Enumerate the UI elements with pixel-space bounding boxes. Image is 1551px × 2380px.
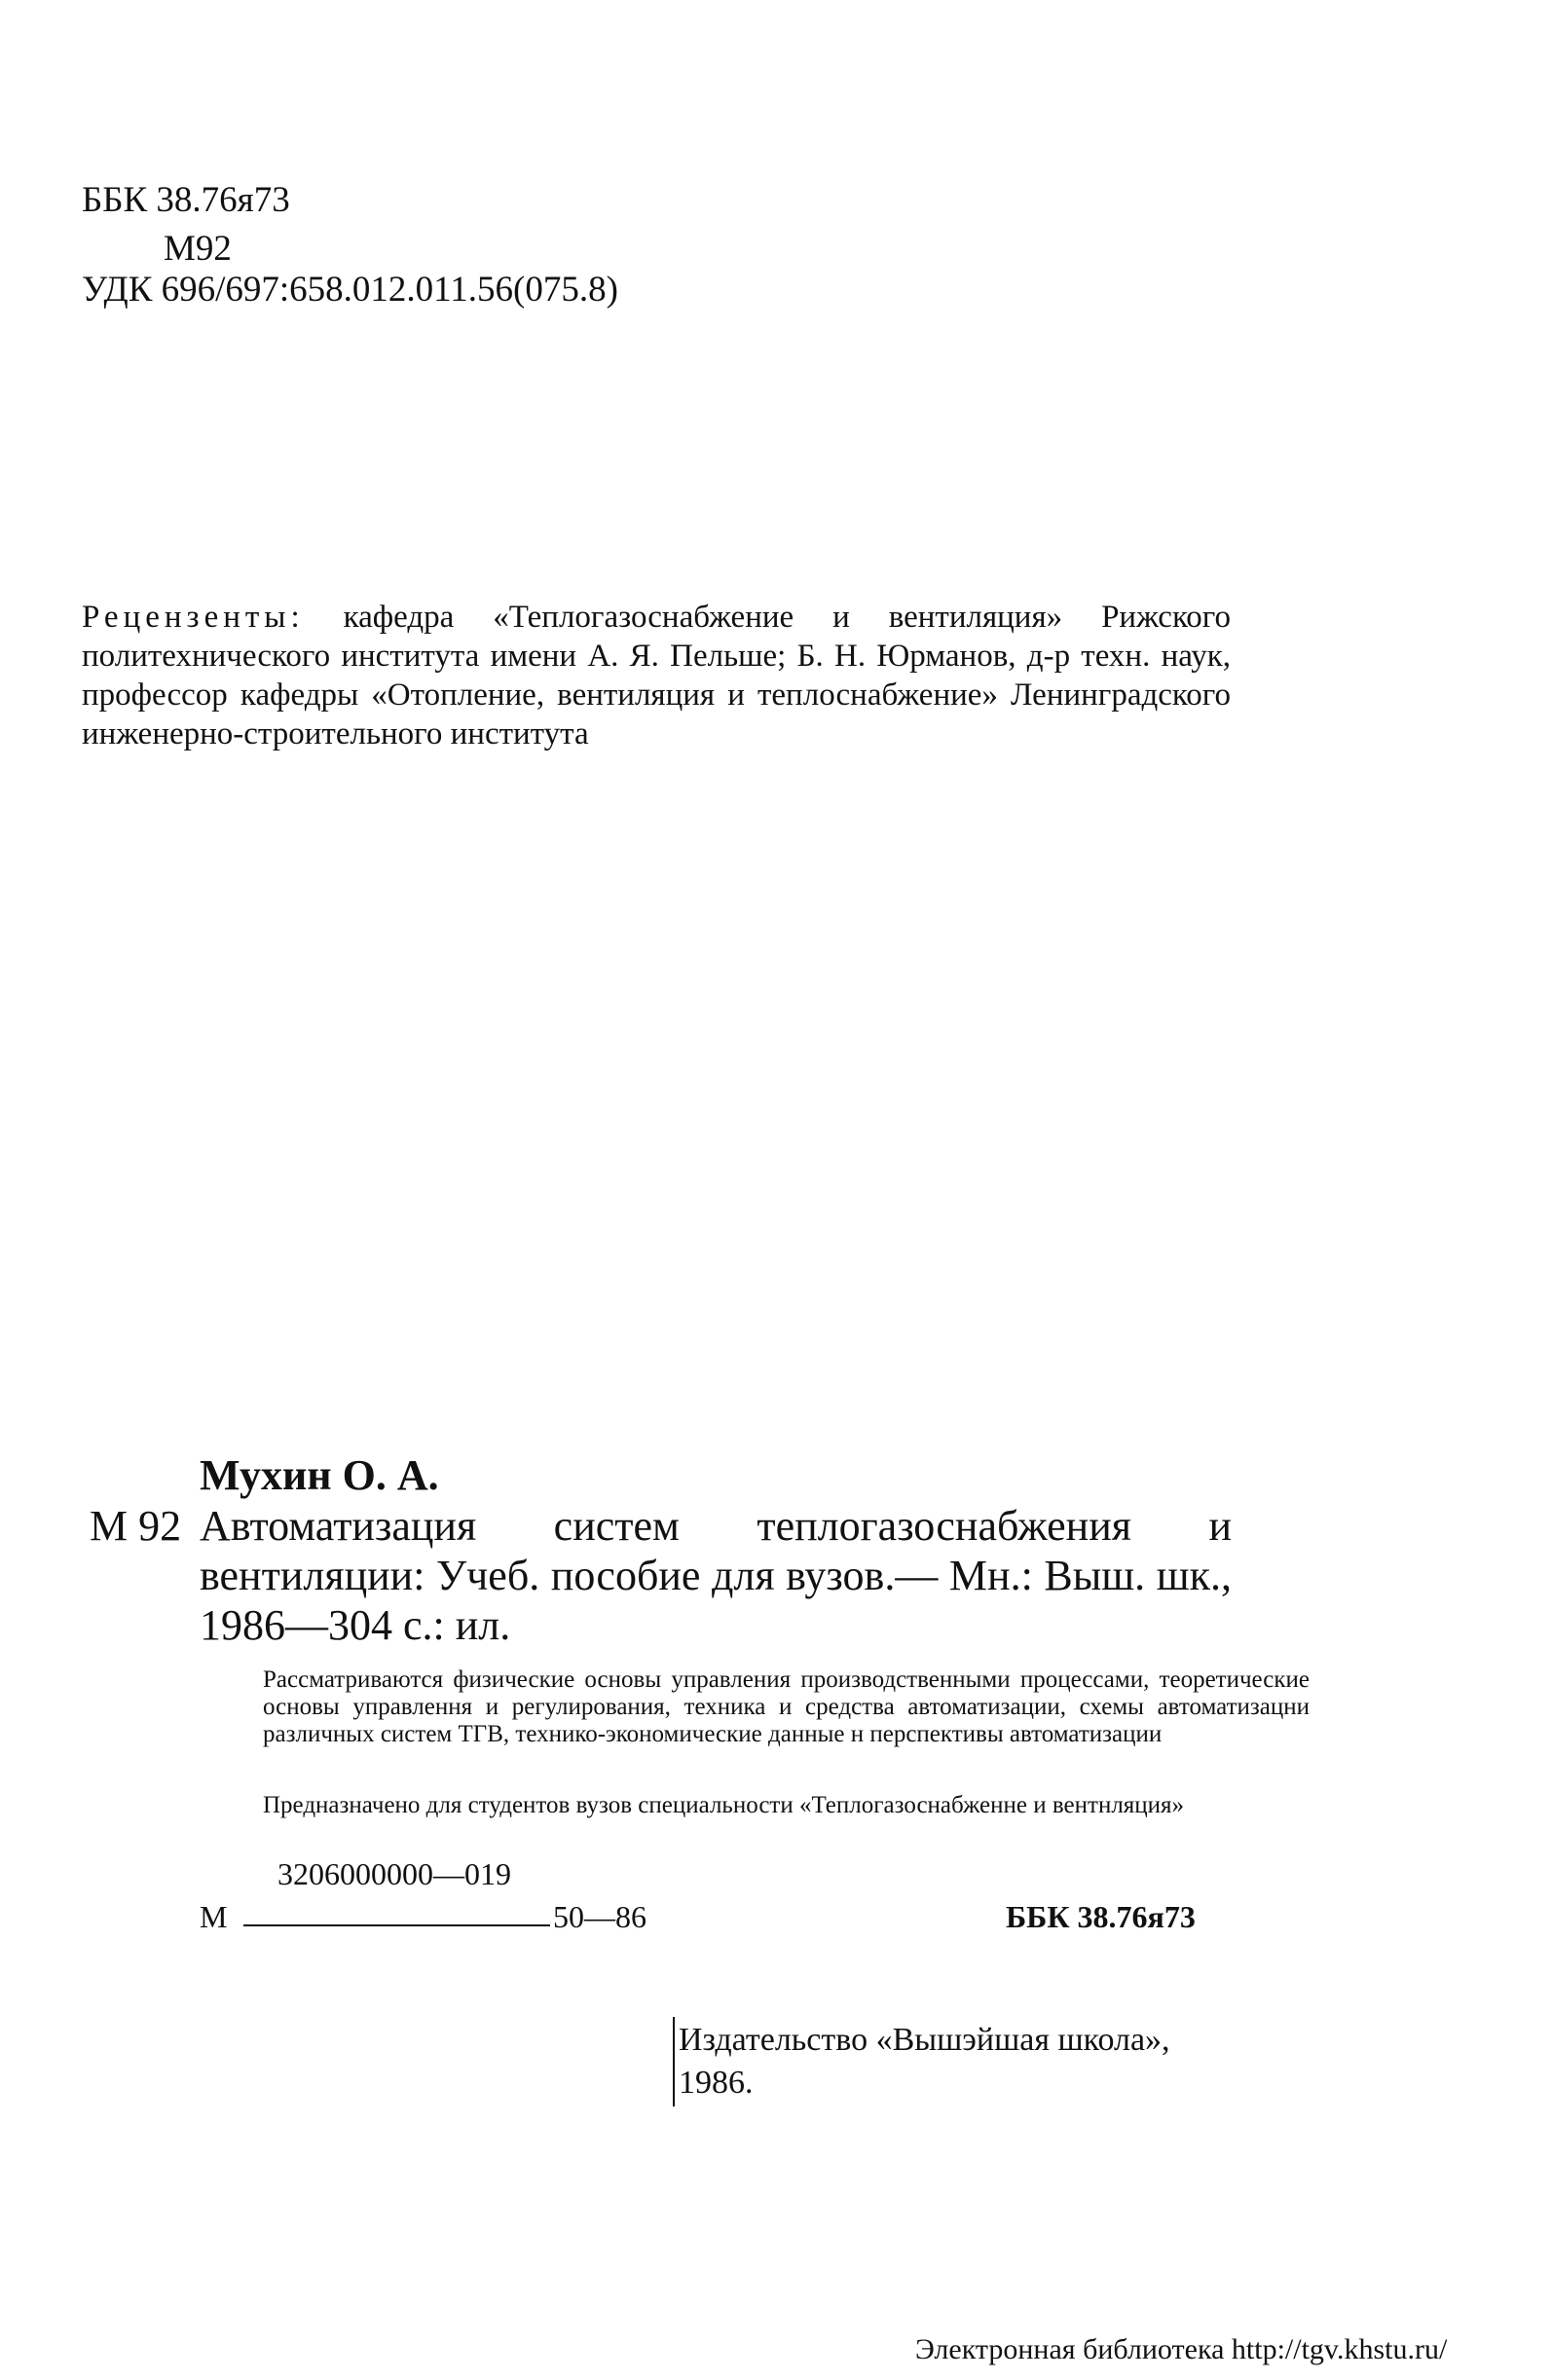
publisher-name: Издательство «Вышэйшая школа», [679,2022,1170,2058]
index-divider [243,1924,550,1926]
entry-code: М 92 [90,1502,182,1550]
footer-library-link[interactable]: Электронная библиотека http://tgv.khstu.ru/ [915,2333,1448,2365]
entry-author: Мухин О. А. [200,1451,439,1499]
author-mark: М92 [164,229,232,269]
index-number: 3206000000—019 [277,1856,511,1891]
index-letter: М [200,1899,228,1934]
publisher-margin-bar [673,2017,675,2106]
publisher-block [679,2019,1170,2105]
annotation-description: Рассматриваются физические основы управления производственными процессами, теоретические основы управлення и регулирования, техника и средства автоматизации, схемы автоматизацни различных систем ТГВ, технико-экономические данные н перспективы автоматизации [263,1666,1310,1747]
publisher-year: 1986. [679,2065,754,2101]
annotation-purpose: Предназначено для студентов вузов специальности «Теплогазоснабженне и вентнляция» [263,1792,1185,1818]
entry-title: Автоматизация систем теплогазоснабжения и вентиляции: Учеб. пособие для вузов.— Мн.: Выш. шк., 1986—304 с.: ил. [200,1502,1232,1649]
reviewers-paragraph [82,598,1231,753]
index-code: 50—86 [553,1899,646,1934]
reviewers-label: Рецензенты: [82,600,305,635]
bbk-code: ББК 38.76я73 [82,180,290,220]
index-bbk: ББК 38.76я73 [1006,1899,1196,1934]
udk-code: УДК 696/697:658.012.011.56(075.8) [82,270,618,310]
reviewers-text: кафедра «Теплогазоснабжение и вентиляция» Рижского политехнического института имени А. Я. Пельше; Б. Н. Юрманов, д-р техн. наук, профессор кафедры «Отопление, вентиляция и теплоснабжение» Ленинградского инженерно-строительного института [82,600,1232,751]
